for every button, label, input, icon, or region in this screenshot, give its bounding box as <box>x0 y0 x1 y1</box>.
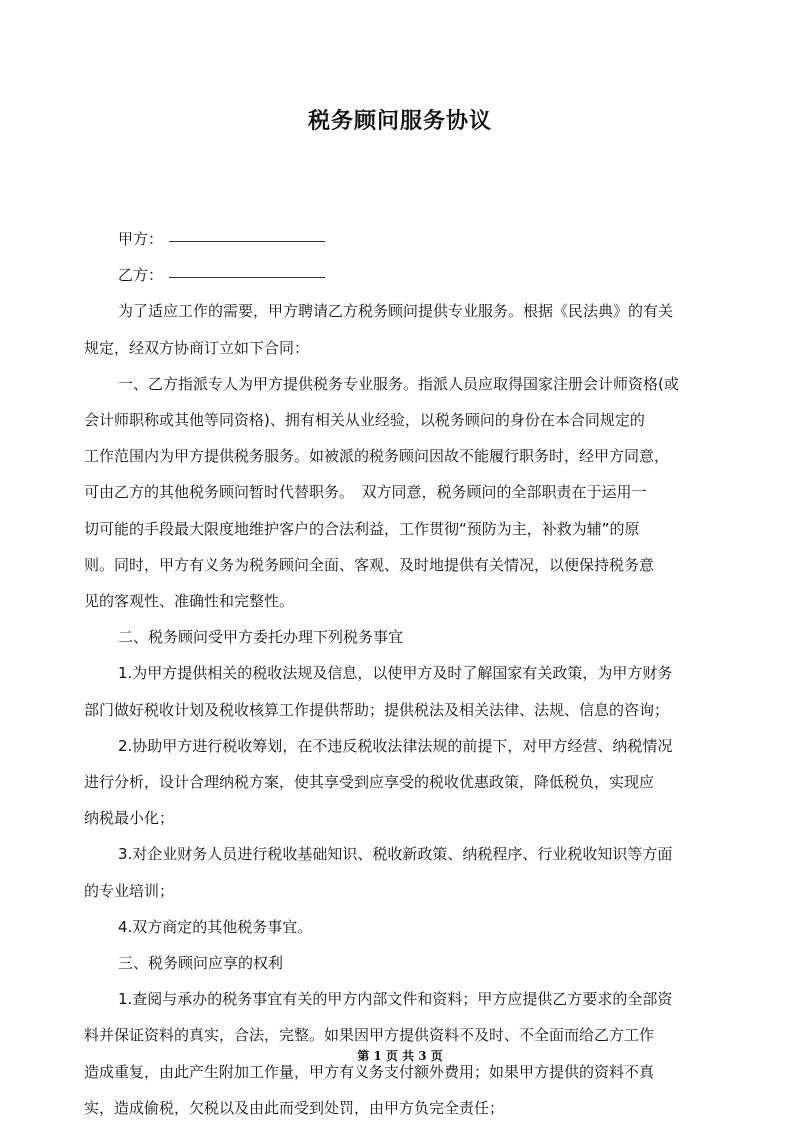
body-line: 可由乙方的其他税务顾问暂时代替职务。 双方同意，税务顾问的全部职责在于运用一 <box>84 483 647 502</box>
body-line: 纳税最小化； <box>84 809 175 828</box>
body-line: 为了适应工作的需要，甲方聘请乙方税务顾问提供专业服务。根据《民法典》的有关 <box>118 302 674 321</box>
body-line: 料并保证资料的真实，合法，完整。如果因甲方提供资料不及时、不全面而给乙方工作 <box>84 1026 655 1045</box>
body-line: 会计师职称或其他等同资格)、拥有相关从业经验，以税务顾问的身份在本合同规定的 <box>84 411 645 430</box>
body-line: 一、乙方指派专人为甲方提供税务专业服务。指派人员应取得国家注册会计师资格(或 <box>118 374 679 393</box>
section-heading: 三、税务顾问应享的权利 <box>118 954 284 973</box>
document-title: 税务顾问服务协议 <box>307 109 492 134</box>
document-body <box>84 221 720 1126</box>
body-line: 4.双方商定的其他税务事宜。 <box>118 917 313 936</box>
party-b-label: 乙方： <box>118 266 164 285</box>
body-line: 进行分析，设计合理纳税方案，使其享受到应享受的税收优惠政策，降低税负，实现应 <box>84 773 655 792</box>
body-line: 1.查阅与承办的税务事宜有关的甲方内部文件和资料；甲方应提供乙方要求的全部资 <box>118 990 673 1009</box>
party-a-blank <box>169 240 325 242</box>
body-line: 造成重复，由此产生附加工作量，甲方有义务支付额外费用；如果甲方提供的资料不真 <box>84 1062 655 1081</box>
body-line: 1.为甲方提供相关的税收法规及信息，以使甲方及时了解国家有关政策，为甲方财务 <box>118 664 673 683</box>
body-line: 的专业培训； <box>84 881 175 900</box>
party-a-label: 甲方： <box>118 230 164 248</box>
body-line: 2.协助甲方进行税收筹划，在不违反税收法律法规的前提下，对甲方经营、纳税情况 <box>118 736 673 755</box>
body-line: 见的客观性、准确性和完整性。 <box>84 592 295 611</box>
body-line: 部门做好税收计划及税收核算工作提供帮助；提供税法及相关法律、法规、信息的咨询； <box>84 700 670 719</box>
body-line: 则。同时，甲方有义务为税务顾问全面、客观、及时地提供有关情况，以便保持税务意 <box>84 555 655 574</box>
section-heading: 二、税务顾问受甲方委托办理下列税务事宜 <box>118 628 404 647</box>
party-b-blank <box>169 276 325 278</box>
body-line: 规定，经双方协商订立如下合同： <box>84 338 310 357</box>
body-line: 实，造成偷税，欠税以及由此而受到处罚，由甲方负完全责任； <box>84 1098 505 1117</box>
party-a-row <box>84 221 720 257</box>
body-line: 切可能的手段最大限度地维护客户的合法利益，工作贯彻“预防为主，补救为辅”的原 <box>84 519 640 538</box>
page-footer: 第 1 页 共 3 页 <box>357 1049 443 1063</box>
body-line: 3.对企业财务人员进行税收基础知识、税收新政策、纳税程序、行业税收知识等方面 <box>118 845 673 864</box>
party-b-row <box>84 257 720 293</box>
body-line: 工作范围内为甲方提供税务服务。如被派的税务顾问因故不能履行职务时，经甲方同意， <box>84 447 670 466</box>
